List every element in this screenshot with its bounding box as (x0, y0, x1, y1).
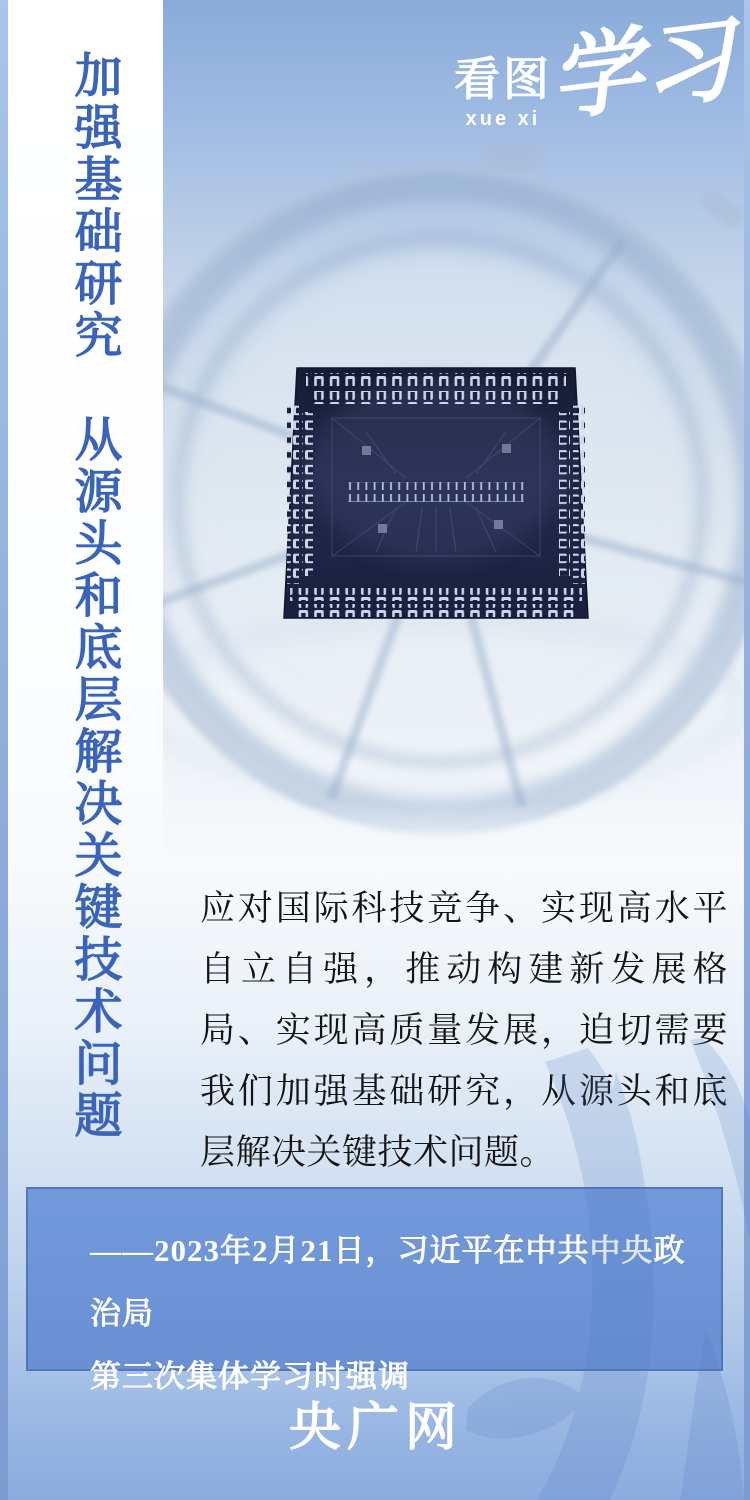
logo-kantu-block (454, 53, 552, 131)
photo-bottom-fade (163, 802, 744, 872)
kantuxuexi-logo (446, 8, 740, 168)
attribution-box (26, 1187, 723, 1394)
logo-pinyin-text: xue xi (465, 108, 541, 130)
vertical-headline: 加强基础研究 从源头和底层解决关键技术问题 (67, 50, 120, 1142)
attribution-line-2: 第三次集体学习时强调 (90, 1359, 410, 1394)
attribution-line-1: ——2023年2月21日，习近平在中共中央政治局 (90, 1233, 686, 1331)
microchip (284, 368, 588, 618)
logo-kantu-text: 看图 (454, 53, 552, 105)
content-panel (8, 0, 744, 1500)
quote-paragraph: 应对国际科技竞争、实现高水平自立自强，推动构建新发展格局、实现高质量发展，迫切需要我们加强基础研究，从源头和底层解决关键技术问题。 (200, 889, 728, 1172)
logo-xuexi-calligraphy: 学习 (544, 8, 740, 132)
cnr-brand-logo: 央广网 (288, 1399, 463, 1457)
